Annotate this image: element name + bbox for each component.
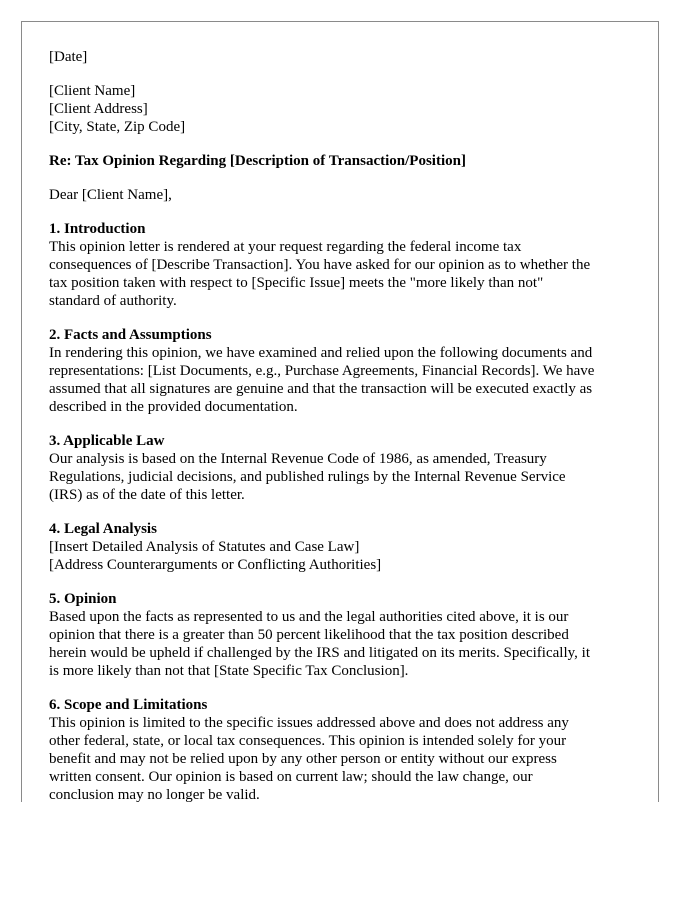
recipient-city-state-zip: [City, State, Zip Code] xyxy=(49,119,186,135)
section-introduction xyxy=(49,220,639,310)
section-line: Regulations, judicial decisions, and published rulings by the Internal Revenue Service xyxy=(49,469,566,485)
section-line: [Insert Detailed Analysis of Statutes and Case Law] xyxy=(49,539,360,555)
section-line: standard of authority. xyxy=(49,293,177,309)
section-line: Our analysis is based on the Internal Revenue Code of 1986, as amended, Treasury xyxy=(49,451,547,467)
section-heading: 5. Opinion xyxy=(49,591,117,607)
section-line: opinion that there is a greater than 50 percent likelihood that the tax position described xyxy=(49,627,569,643)
section-line: conclusion may no longer be valid. xyxy=(49,787,260,802)
section-opinion xyxy=(49,590,639,680)
section-line: Based upon the facts as represented to us and the legal authorities cited above, it is our xyxy=(49,609,569,625)
section-facts-and-assumptions xyxy=(49,326,639,416)
section-line: tax position taken with respect to [Specific Issue] meets the "more likely than not" xyxy=(49,275,544,291)
section-line: [Address Counterarguments or Conflicting Authorities] xyxy=(49,557,382,573)
section-heading: 6. Scope and Limitations xyxy=(49,697,208,713)
section-heading: 1. Introduction xyxy=(49,221,146,237)
subject-block xyxy=(49,152,639,170)
section-line: is more likely than not that [State Specific Tax Conclusion]. xyxy=(49,663,409,679)
section-heading: 3. Applicable Law xyxy=(49,433,165,449)
section-line: (IRS) as of the date of this letter. xyxy=(49,487,245,503)
section-applicable-law xyxy=(49,432,639,504)
recipient-address-block xyxy=(49,82,639,136)
section-line: representations: [List Documents, e.g., Purchase Agreements, Financial Records]. We have xyxy=(49,363,595,379)
section-heading: 4. Legal Analysis xyxy=(49,521,157,537)
salutation: Dear [Client Name], xyxy=(49,187,172,203)
section-line: This opinion is limited to the specific issues addressed above and does not address any xyxy=(49,715,569,731)
recipient-name: [Client Name] xyxy=(49,83,136,99)
letter-page xyxy=(21,21,659,802)
section-line: This opinion letter is rendered at your request regarding the federal income tax xyxy=(49,239,522,255)
section-legal-analysis xyxy=(49,520,639,574)
section-line: assumed that all signatures are genuine and that the transaction will be executed exactly as xyxy=(49,381,593,397)
section-line: consequences of [Describe Transaction]. You have asked for our opinion as to whether the xyxy=(49,257,591,273)
date-block xyxy=(49,48,639,66)
section-heading: 2. Facts and Assumptions xyxy=(49,327,212,343)
section-line: written consent. Our opinion is based on current law; should the law change, our xyxy=(49,769,533,785)
subject-line: Re: Tax Opinion Regarding [Description of Transaction/Position] xyxy=(49,153,466,169)
letter-date: [Date] xyxy=(49,49,88,65)
section-line: In rendering this opinion, we have examined and relied upon the following documents and xyxy=(49,345,593,361)
section-line: herein would be upheld if challenged by the IRS and litigated on its merits. Specifically, it xyxy=(49,645,590,661)
section-line: other federal, state, or local tax consequences. This opinion is intended solely for your xyxy=(49,733,567,749)
letter-content xyxy=(49,48,639,802)
section-line: described in the provided documentation. xyxy=(49,399,298,415)
section-scope-and-limitations xyxy=(49,696,639,802)
salutation-block xyxy=(49,186,639,204)
recipient-address: [Client Address] xyxy=(49,101,148,117)
section-line: benefit and may not be relied upon by any other person or entity without our express xyxy=(49,751,557,767)
